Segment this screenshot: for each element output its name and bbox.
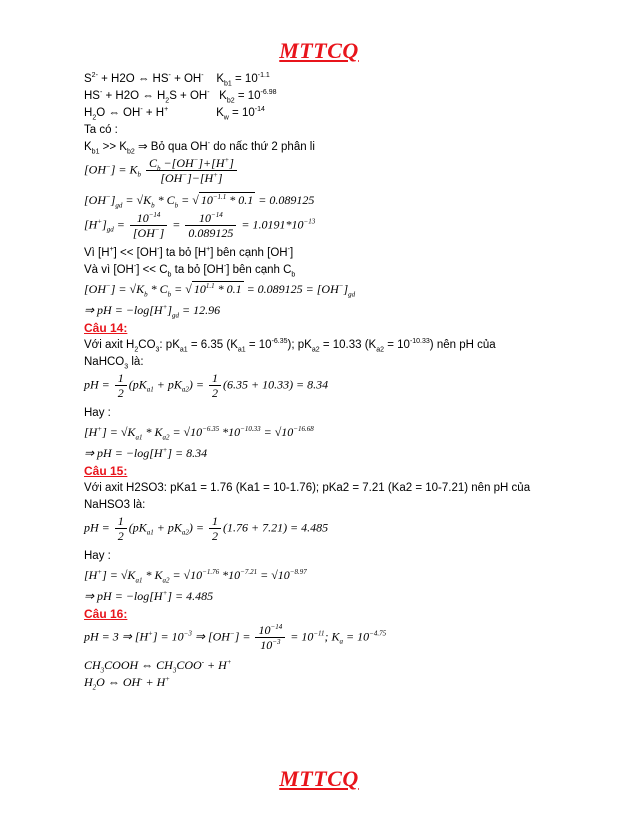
document-body xyxy=(84,71,584,691)
equation-oh-final: $[OH^-] = √K_b * C_b$ = √ $10^{1.1} * 0.1 = 0.089125 = [OH^-]_{gd}$ xyxy=(84,282,356,299)
page-header-title: MTTCQ xyxy=(279,38,359,63)
question-16-equation-1: pH = 3 ⇒ $[H^+] = 10^{-3}$ ⇒ [OH−] = $\frac{10^{-14}}{10^{-3}}$ = $10^{-11}$; $K_a = 10^{-4.75}$ xyxy=(84,623,387,652)
ta-co-line: Ta có : xyxy=(84,124,118,136)
question-14-text-2: NaHCO$_3$ là: xyxy=(84,356,144,371)
question-15-equation-3: ⇒ pH = −log[H+] = 4.485 xyxy=(84,589,214,603)
note-line-2: Và vì $[OH^-] << C_b$ ta bỏ [OH-] bên cạnh $C_b$ xyxy=(84,263,296,279)
question-15-heading: Câu 15: xyxy=(84,464,128,478)
question-14-equation-2: $[H^+] = √K_{a1} * K_{a2} = √10^{-6.35}$ $*10^{-10.33} = √10^{-16.68}$ xyxy=(84,425,314,442)
question-15-equation-2: $[H^+] = √K_{a1} * K_{a2} = √10^{-1.76}$ $*10^{-7.21} = √10^{-8.97}$ xyxy=(84,568,307,585)
question-15-equation-1: pH = $\frac{1}{2}$ $(pK_{a1} + pK_{a2})$ = $\frac{1}{2}$ (1.76 + 7.21) = 4.485 xyxy=(84,514,329,543)
equilibrium-line-3: $H_2O$ ⇔ OH- + H+ $K_w = 10^{-14}$ xyxy=(84,106,265,122)
question-14-equation-1: pH = $\frac{1}{2}$ $(pK_{a1} + pK_{a2})$ = $\frac{1}{2}$ (6.35 + 10.33) = 8.34 xyxy=(84,371,329,400)
equilibrium-line-1: $S^{2-} + H2O$ ⇔ HS- + OH- $K_{b1} = 10^{-1.1}$ xyxy=(84,72,270,88)
note-line-1: Vì [H+] << [OH-] ta bỏ [H+] bên cạnh [OH-] xyxy=(84,246,294,259)
question-14-equation-3: ⇒ pH = −log[H+] = 8.34 xyxy=(84,446,208,460)
question-14-heading: Câu 14: xyxy=(84,321,128,335)
question-16-reaction-2: $H_2O$ ⇔ OH- + H+ xyxy=(84,675,171,692)
question-16-heading: Câu 16: xyxy=(84,607,128,621)
question-14-text-1: Với axit $H_2CO_3$: $pK_{a1} = 6.35$ $(K_{a1} = 10^{-6.35})$; $pK_{a2} = 10.33$ $(K_{a2} = 10^{-10.33})$ nên pH của xyxy=(84,338,496,354)
question-15-hay: Hay : xyxy=(84,550,111,562)
equilibrium-line-2: HS- + H2O ⇔ $H_2S + OH^-$ $K_{b2} = 10^{-6.98}$ xyxy=(84,89,277,105)
fraction: $\frac{C_b -[OH^-]+[H^+]}{[OH^-]-[H^+]}$ xyxy=(146,156,237,185)
equation-oh-gd: $[OH^-]_{gd} = √K_b * C_b$ = √ $10^{-1.1} * 0.1 = 0.089125$ xyxy=(84,193,315,210)
kb-comparison-line: $K_{b1} >> K_{b2}$ ⇒ Bỏ qua OH- do nấc thứ 2 phân li xyxy=(84,140,315,156)
question-14-hay: Hay : xyxy=(84,407,111,419)
question-15-text-2: NaHSO3 là: xyxy=(84,499,146,511)
equation-h-gd: $[H^+]_{gd}$ = $\frac{10^{-14}}{[OH^-]}$ = $\frac{10^{-14}}{0.089125}$ = $1.0191*10^{-13}$ xyxy=(84,211,316,240)
question-15-text-1: Với axit H2SO3: pKa1 = 1.76 (Ka1 = 10-1.76); pKa2 = 7.21 (Ka2 = 10-7.21) nên pH của xyxy=(84,482,531,494)
page-footer-title: MTTCQ xyxy=(279,766,359,791)
question-16-reaction-1: $CH_3COOH$ ⇔ $CH_3COO^- + H^+$ xyxy=(84,658,232,675)
equation-oh-fraction: $[OH^-] = K_b$ $\frac{C_b -[OH^-]+[H^+]}{[OH^-]-[H^+]}$ xyxy=(84,156,584,190)
equation-ph-result: ⇒ pH = $-\log[H^+]_{gd} = 12.96$ xyxy=(84,303,221,320)
